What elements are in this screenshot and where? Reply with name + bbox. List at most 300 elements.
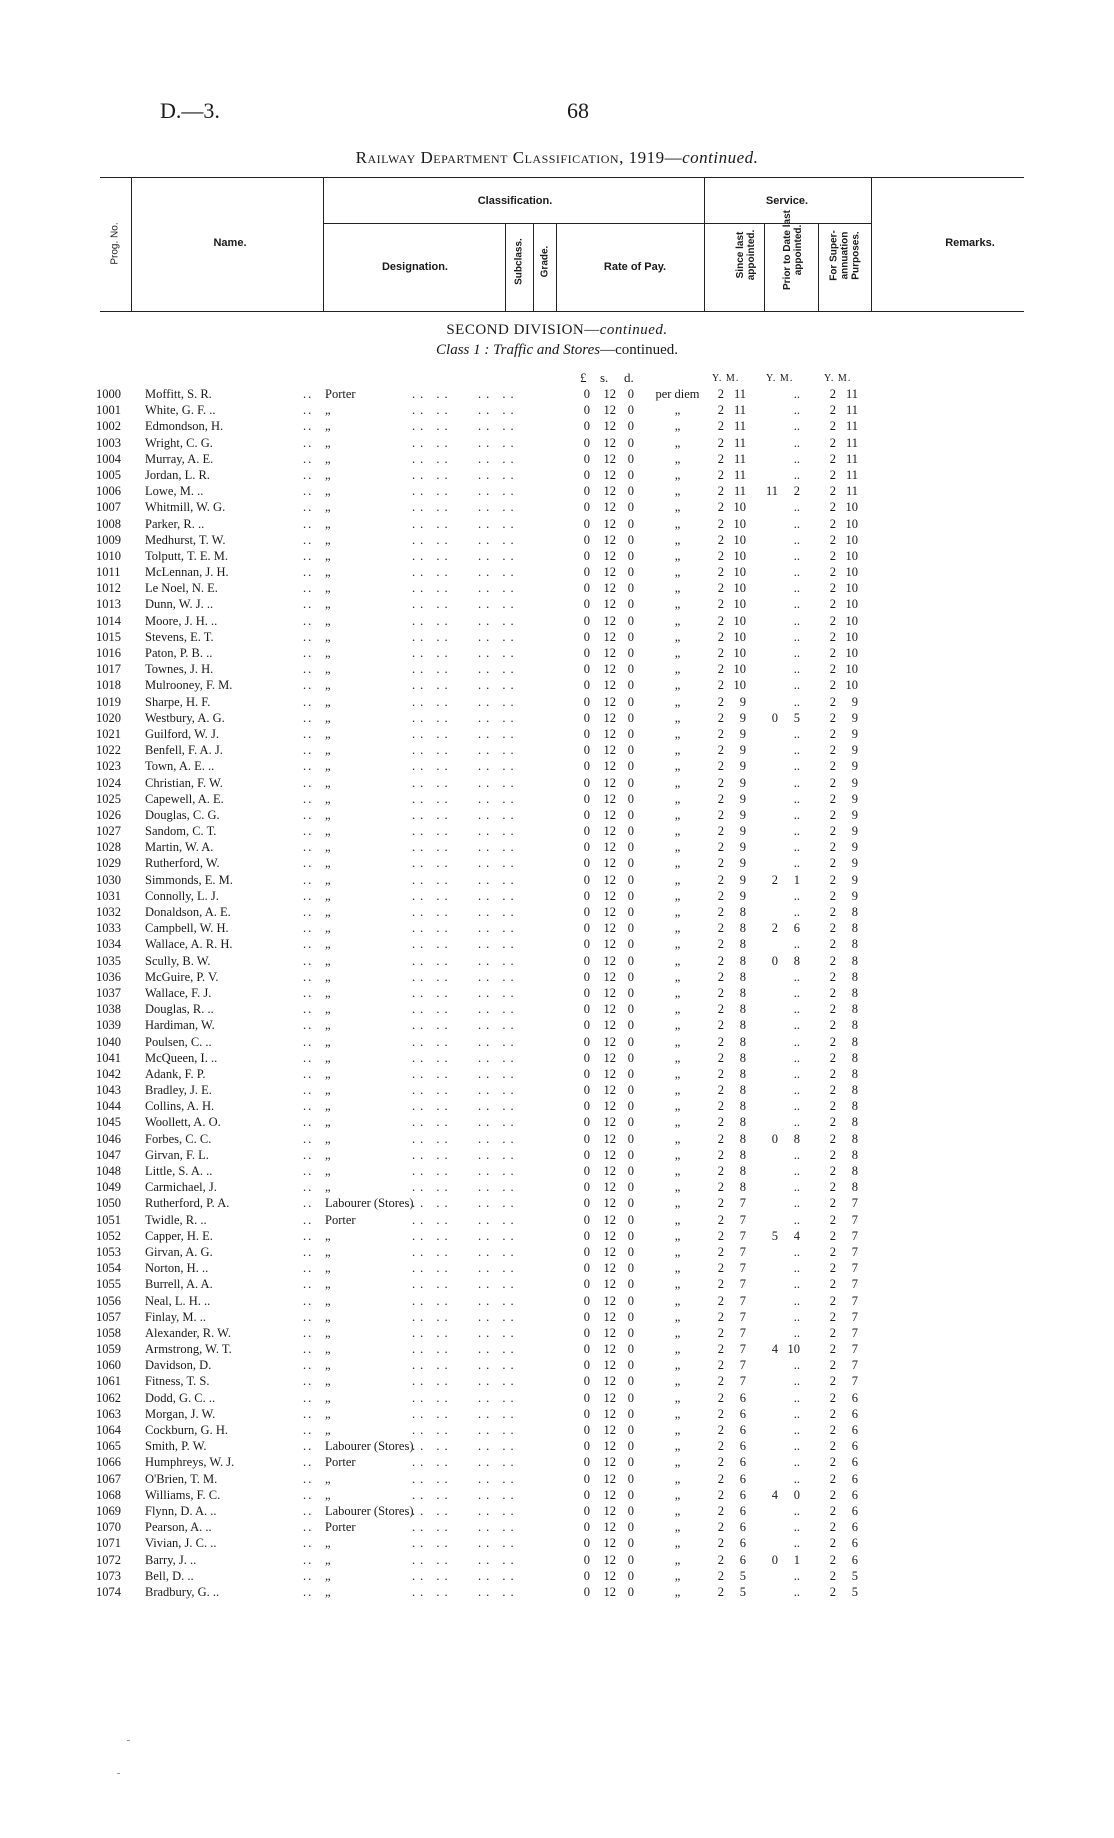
header-name: Name. [213,237,247,249]
table-row [0,1195,1114,1211]
pay-pence: 0 [627,1520,634,1535]
since-months: 9 [739,743,746,758]
leader-dots: .. [303,1050,314,1065]
pay-unit: „ [674,1439,681,1454]
designation: „ [325,1293,331,1308]
pay-pence: 0 [627,451,634,466]
since-months: 11 [733,387,746,401]
designation: „ [325,1423,331,1437]
pay-shillings: 12 [603,1374,616,1389]
table-row [0,1390,1114,1406]
since-months: 8 [739,953,746,968]
dot-leader: .. .. [478,759,519,774]
table-row [0,936,1114,952]
super-months: 8 [851,937,858,952]
employee-name: Wallace, F. J. [145,985,212,1000]
super-years: 2 [829,1374,836,1389]
since-years: 2 [717,872,724,887]
pay-pounds: 0 [583,1520,590,1535]
header-prog-no: Prog. No. [109,222,121,265]
since-months: 8 [739,1164,746,1178]
super-months: 10 [845,629,858,644]
table-row [0,1179,1114,1195]
super-years: 2 [829,387,836,401]
dot-leader: .. .. [478,1406,519,1421]
prog-no: 1051 [96,1212,121,1227]
super-years: 2 [829,872,836,887]
employee-name: Smith, P. W. [145,1439,207,1454]
pay-shillings: 12 [603,1503,616,1518]
dot-leader: .. .. [412,856,453,871]
super-years: 2 [829,1471,836,1486]
super-months: 10 [845,678,858,693]
super-months: 7 [851,1244,858,1259]
prog-no: 1030 [96,872,121,887]
pay-unit: „ [674,1147,681,1162]
prior-months: .. [793,532,800,547]
super-months: 6 [851,1487,858,1502]
super-years: 2 [829,1099,836,1114]
pay-pence: 0 [627,791,634,806]
dot-leader: .. .. [478,662,519,677]
prog-no: 1059 [96,1342,121,1357]
designation: „ [325,1277,331,1292]
leader-dots: .. [303,484,314,499]
employee-name: Capper, H. E. [145,1228,213,1243]
since-months: 5 [739,1568,746,1583]
dot-leader: .. .. [412,1115,453,1130]
pay-shillings: 12 [603,1244,616,1259]
table-row [0,1438,1114,1454]
pay-pounds: 0 [583,856,590,871]
super-years: 2 [829,1503,836,1518]
since-years: 2 [717,1439,724,1454]
designation: „ [325,1131,331,1146]
pay-shillings: 12 [603,985,616,1000]
designation: Porter [325,387,356,401]
table-row [0,1552,1114,1568]
dot-leader: .. .. [478,905,519,919]
super-years: 2 [829,548,836,563]
super-years: 2 [829,500,836,515]
pay-shillings: 12 [603,937,616,952]
dot-leader: .. .. [412,1552,453,1567]
prior-years: 4 [771,1487,778,1502]
pay-shillings: 12 [603,1568,616,1583]
prior-months: .. [793,1018,800,1033]
dot-leader: .. .. [478,1471,519,1486]
pay-pounds: 0 [583,1034,590,1049]
pay-unit: „ [674,435,681,450]
pay-pence: 0 [627,840,634,855]
employee-name: Hardiman, W. [145,1018,215,1033]
pay-shillings: 12 [603,775,616,790]
super-years: 2 [829,1131,836,1146]
employee-name: Morgan, J. W. [145,1406,216,1421]
prog-no: 1041 [96,1050,121,1065]
prior-years: 0 [771,953,778,968]
super-months: 9 [851,888,858,903]
since-months: 7 [739,1342,746,1357]
prior-months: .. [793,581,800,596]
super-years: 2 [829,646,836,660]
pay-pence: 0 [627,710,634,725]
dot-leader: .. .. [412,1293,453,1308]
pay-pence: 0 [627,1244,634,1259]
prior-years: 11 [765,484,778,499]
since-years: 2 [717,1293,724,1308]
dot-leader: .. .. [412,387,453,401]
pay-unit: „ [674,1325,681,1340]
employee-name: Medhurst, T. W. [145,532,226,547]
pay-pounds: 0 [583,1277,590,1292]
designation: „ [325,597,331,612]
pay-pounds: 0 [583,1099,590,1114]
dot-leader: .. .. [412,872,453,887]
pay-unit: „ [674,1212,681,1227]
dot-leader: .. .. [412,613,453,628]
dot-leader: .. .. [478,1277,519,1292]
dot-leader: .. .. [412,646,453,660]
pay-pounds: 0 [583,387,590,401]
super-years: 2 [829,743,836,758]
prior-months: .. [793,597,800,612]
since-years: 2 [717,824,724,839]
table-row [0,726,1114,742]
since-months: 7 [739,1244,746,1259]
prog-no: 1006 [96,484,121,499]
since-months: 9 [739,888,746,903]
dot-leader: .. .. [412,1066,453,1081]
title-main: Railway Department Classification, 1919— [355,148,683,167]
pay-pounds: 0 [583,1455,590,1470]
dot-leader: .. .. [412,1261,453,1276]
since-years: 2 [717,710,724,725]
prog-no: 1058 [96,1325,121,1340]
table-row [0,483,1114,499]
prog-no: 1066 [96,1455,121,1470]
pay-unit: „ [674,872,681,887]
super-months: 11 [845,467,858,482]
pay-pounds: 0 [583,1342,590,1357]
prior-months: .. [793,743,800,758]
prog-no: 1027 [96,824,121,839]
class-name: Traffic and Stores [493,342,601,358]
table-row [0,1519,1114,1535]
pay-unit: „ [674,646,681,660]
super-years: 2 [829,1536,836,1551]
since-years: 2 [717,516,724,531]
dot-leader: .. .. [412,743,453,758]
dot-leader: .. .. [478,1520,519,1535]
dot-leader: .. .. [478,1293,519,1308]
pay-unit: „ [674,662,681,677]
super-years: 2 [829,419,836,434]
pay-shillings: 12 [603,1406,616,1421]
since-months: 5 [739,1584,746,1599]
super-months: 10 [845,516,858,531]
pay-unit: „ [674,1455,681,1470]
pay-pounds: 0 [583,1164,590,1178]
pay-shillings: 12 [603,1164,616,1178]
leader-dots: .. [303,1277,314,1292]
since-months: 6 [739,1455,746,1470]
pay-shillings: 12 [603,629,616,644]
prior-months: .. [793,1374,800,1389]
pay-pence: 0 [627,1309,634,1324]
since-years: 2 [717,1083,724,1098]
super-months: 7 [851,1261,858,1276]
since-months: 6 [739,1520,746,1535]
designation: „ [325,743,331,758]
employee-name: O'Brien, T. M. [145,1471,218,1486]
super-months: 7 [851,1196,858,1211]
table-row [0,1276,1114,1292]
super-years: 2 [829,759,836,774]
prog-no: 1067 [96,1471,121,1486]
since-years: 2 [717,888,724,903]
pay-pounds: 0 [583,807,590,822]
pay-pence: 0 [627,1115,634,1130]
dot-leader: .. .. [412,759,453,774]
prior-months: .. [793,1164,800,1178]
leader-dots: .. [303,726,314,741]
dot-leader: .. .. [412,888,453,903]
prog-no: 1043 [96,1083,121,1098]
prog-no: 1069 [96,1503,121,1518]
employee-name: White, G. F. .. [145,403,216,418]
pay-shillings: 12 [603,1325,616,1340]
pay-unit: „ [674,1374,681,1389]
super-months: 9 [851,759,858,774]
table-row [0,1244,1114,1260]
dot-leader: .. .. [478,1099,519,1114]
dot-leader: .. .. [478,969,519,984]
pay-pounds: 0 [583,1503,590,1518]
employee-name: Vivian, J. C. .. [145,1536,217,1551]
header-superannuation: For Super-annuation Purposes. [828,230,862,281]
designation: „ [325,1552,331,1567]
since-months: 7 [739,1212,746,1227]
super-months: 8 [851,921,858,936]
pay-shillings: 12 [603,969,616,984]
super-months: 7 [851,1358,858,1373]
dot-leader: .. .. [478,1196,519,1211]
super-years: 2 [829,1406,836,1421]
pay-unit: „ [674,985,681,1000]
prior-years: 0 [771,1552,778,1567]
since-years: 2 [717,1002,724,1017]
prog-no: 1070 [96,1520,121,1535]
unit-ym-prior: Y. M. [766,373,794,384]
designation: „ [325,1228,331,1243]
pay-unit: „ [674,1050,681,1065]
designation: „ [325,1309,331,1324]
leader-dots: .. [303,1099,314,1114]
leader-dots: .. [303,953,314,968]
super-months: 8 [851,1115,858,1130]
pay-pence: 0 [627,565,634,580]
pay-pence: 0 [627,1083,634,1098]
dot-leader: .. .. [412,581,453,596]
pay-unit: „ [674,1503,681,1518]
pay-pounds: 0 [583,759,590,774]
dot-leader: .. .. [478,1309,519,1324]
designation: Porter [325,1520,356,1535]
super-years: 2 [829,1455,836,1470]
pay-shillings: 12 [603,662,616,677]
pay-shillings: 12 [603,726,616,741]
since-years: 2 [717,840,724,855]
designation: „ [325,905,331,919]
super-years: 2 [829,1487,836,1502]
pay-pence: 0 [627,807,634,822]
super-months: 7 [851,1212,858,1227]
pay-unit: „ [674,581,681,596]
dot-leader: .. .. [478,581,519,596]
dot-leader: .. .. [412,791,453,806]
pay-pounds: 0 [583,532,590,547]
pay-unit: „ [674,775,681,790]
pay-pence: 0 [627,872,634,887]
pay-pounds: 0 [583,937,590,952]
pay-pounds: 0 [583,969,590,984]
pay-unit: „ [674,1115,681,1130]
table-row [0,694,1114,710]
since-months: 11 [733,451,746,466]
pay-unit: „ [674,403,681,418]
super-months: 7 [851,1325,858,1340]
since-months: 11 [733,484,746,499]
employee-name: Neal, L. H. .. [145,1293,211,1308]
dot-leader: .. .. [478,824,519,839]
prior-months: .. [793,403,800,418]
dot-leader: .. .. [478,387,519,401]
dot-leader: .. .. [478,1050,519,1065]
since-months: 8 [739,1066,746,1081]
prog-no: 1031 [96,888,121,903]
col-divider [764,223,765,311]
leader-dots: .. [303,1503,314,1518]
pay-shillings: 12 [603,532,616,547]
pay-pence: 0 [627,597,634,612]
super-years: 2 [829,484,836,499]
prior-months: .. [793,1212,800,1227]
dot-leader: .. .. [412,1309,453,1324]
super-months: 6 [851,1455,858,1470]
prog-no: 1000 [96,387,121,401]
table-row [0,1357,1114,1373]
prior-months: .. [793,629,800,644]
leader-dots: .. [303,1390,314,1405]
super-years: 2 [829,1180,836,1195]
super-years: 2 [829,775,836,790]
since-years: 2 [717,1050,724,1065]
prog-no: 1010 [96,548,121,563]
pay-unit: „ [674,1018,681,1033]
dot-leader: .. .. [478,1342,519,1357]
prior-months: 8 [793,1131,800,1146]
since-months: 8 [739,1002,746,1017]
employee-name: Twidle, R. .. [145,1212,207,1227]
designation: „ [325,467,331,482]
since-months: 8 [739,1099,746,1114]
prog-no: 1035 [96,953,121,968]
dot-leader: .. .. [412,451,453,466]
designation: „ [325,824,331,839]
pay-pence: 0 [627,1018,634,1033]
employee-name: Davidson, D. [145,1358,212,1373]
pay-pence: 0 [627,1164,634,1178]
leader-dots: .. [303,500,314,515]
leader-dots: .. [303,1520,314,1535]
prog-no: 1050 [96,1196,121,1211]
pay-unit: „ [674,1083,681,1098]
super-months: 9 [851,856,858,871]
pay-pence: 0 [627,921,634,936]
pay-shillings: 12 [603,1487,616,1502]
prior-months: .. [793,888,800,903]
since-years: 2 [717,791,724,806]
dot-leader: .. .. [478,532,519,547]
leader-dots: .. [303,1342,314,1357]
prior-months: .. [793,1244,800,1259]
employee-name: Little, S. A. .. [145,1164,213,1178]
pay-shillings: 12 [603,1309,616,1324]
super-months: 5 [851,1584,858,1599]
prog-no: 1028 [96,840,121,855]
pay-shillings: 12 [603,921,616,936]
pay-shillings: 12 [603,694,616,709]
since-years: 2 [717,1342,724,1357]
prog-no: 1034 [96,937,121,952]
prior-months: .. [793,435,800,450]
pay-pence: 0 [627,1423,634,1437]
table-row [0,1535,1114,1551]
prior-months: .. [793,1034,800,1049]
designation: „ [325,1050,331,1065]
super-months: 7 [851,1293,858,1308]
super-months: 9 [851,743,858,758]
super-years: 2 [829,856,836,871]
super-years: 2 [829,1164,836,1178]
pay-unit: „ [674,694,681,709]
since-months: 10 [733,516,746,531]
pay-pence: 0 [627,532,634,547]
employee-name: Williams, F. C. [145,1487,221,1502]
super-years: 2 [829,953,836,968]
prior-months: 10 [787,1342,800,1357]
unit-ym-super: Y. M. [824,373,852,384]
dot-leader: .. .. [412,807,453,822]
pay-shillings: 12 [603,1147,616,1162]
employee-name: Douglas, C. G. [145,807,220,822]
designation: „ [325,921,331,936]
dot-leader: .. .. [412,710,453,725]
table-row [0,418,1114,434]
dot-leader: .. .. [478,467,519,482]
since-months: 7 [739,1277,746,1292]
super-years: 2 [829,451,836,466]
prior-months: .. [793,759,800,774]
table-row [0,1147,1114,1163]
dot-leader: .. .. [412,1423,453,1437]
prog-no: 1005 [96,467,121,482]
super-months: 6 [851,1439,858,1454]
super-years: 2 [829,613,836,628]
pay-pounds: 0 [583,662,590,677]
super-years: 2 [829,921,836,936]
